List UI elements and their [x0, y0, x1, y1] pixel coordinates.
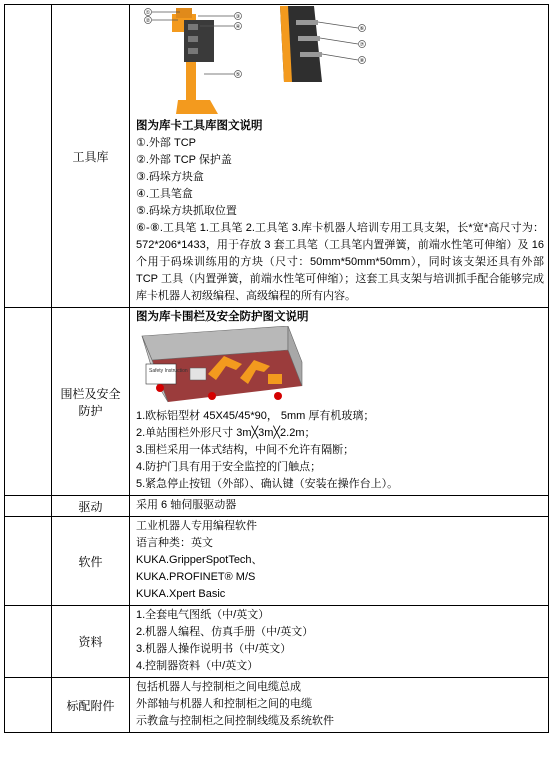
fence-cell-image	[138, 326, 306, 406]
fence-item: 3.围栏采用一体式结构，中间不允许有隔断；	[136, 444, 355, 456]
row-fence	[5, 308, 549, 496]
toolbox-item: ②.外部 TCP 保护盖	[136, 154, 232, 166]
row-index-cell	[5, 606, 52, 678]
callout-number: ⑦	[359, 41, 365, 48]
row-index-cell	[5, 517, 52, 606]
callout-number: ③	[235, 13, 241, 20]
spec-table	[4, 4, 549, 733]
toolbox-label: 工具库	[52, 5, 130, 308]
toolbox-pen-holder-image	[274, 6, 384, 86]
callout-number: ①	[145, 9, 151, 16]
fence-item: 2.单站围栏外形尺寸 3m╳3m╳2.2m；	[136, 427, 316, 439]
row-index-cell	[5, 496, 52, 517]
software-item: KUKA.GripperSpotTech、	[136, 554, 263, 566]
toolbox-item: ①.外部 TCP	[136, 137, 196, 149]
toolbox-item: ④.工具笔盒	[136, 188, 193, 200]
software-content	[130, 517, 549, 606]
toolbox-item: ⑥-⑧.工具笔 1.工具笔 2.工具笔 3.库卡机器人培训专用工具支架，长*宽*高尺寸为：572*206*1433，用于存放 3 套工具笔（工具笔内置弹簧，前端水性笔可伸缩）及 16 个用于码垛训练用的方块（尺寸：50mm*50mm*50mm），同时该支架还具有外部 TCP 工具（内置弹簧，前端水性笔可伸缩）；这套工具支架与培训抓手配合能够完成库卡机器人初级编程、高级编程的所有内容。	[136, 222, 544, 302]
toolbox-item: ③.码垛方块盒	[136, 171, 204, 183]
row-toolbox	[5, 5, 549, 308]
callout-number: ⑥	[359, 25, 365, 32]
docs-content	[130, 606, 549, 678]
drive-text: 采用 6 轴伺服驱动器	[130, 496, 549, 517]
callout-number: ②	[145, 17, 151, 24]
accessories-item: 包括机器人与控制柜之间电缆总成	[136, 681, 301, 693]
fence-label-line1: 围栏及安全	[60, 386, 121, 401]
row-drive	[5, 496, 549, 517]
toolbox-caption: 图为库卡工具库图文说明	[136, 120, 263, 132]
row-index-cell	[5, 5, 52, 308]
software-item: 语言种类：英文	[136, 537, 213, 549]
software-item: 工业机器人专用编程软件	[136, 520, 257, 532]
row-docs	[5, 606, 549, 678]
fence-item: 4.防护门具有用于安全监控的门触点；	[136, 461, 322, 473]
callout-number: ⑤	[235, 71, 241, 78]
fence-content	[130, 308, 549, 496]
accessories-content	[130, 678, 549, 733]
row-accessories	[5, 678, 549, 733]
fence-caption: 图为库卡围栏及安全防护图文说明	[136, 311, 309, 323]
fence-item: 1.欧标铝型材 45X45/45*90， 5mm 厚有机玻璃；	[136, 410, 375, 422]
fence-label-line2: 防护	[78, 403, 103, 418]
software-item: KUKA.Xpert Basic	[136, 588, 226, 600]
docs-item: 3.机器人操作说明书（中/英文）	[136, 643, 292, 655]
docs-label: 资料	[52, 606, 130, 678]
toolbox-item: ⑤.码垛方块抓取位置	[136, 205, 237, 217]
docs-item: 2.机器人编程、仿真手册（中/英文）	[136, 626, 314, 638]
accessories-item: 示教盒与控制柜之间控制线缆及系统软件	[136, 715, 334, 727]
accessories-item: 外部轴与机器人和控制柜之间的电缆	[136, 698, 312, 710]
toolbox-content	[130, 5, 549, 308]
callout-number: ④	[235, 23, 241, 30]
callout-number: ⑧	[359, 57, 365, 64]
fence-label	[52, 308, 130, 496]
row-index-cell	[5, 678, 52, 733]
row-software	[5, 517, 549, 606]
fence-item: 5.紧急停止按钮（外部）、确认键（安装在操作台上）。	[136, 478, 399, 490]
docs-item: 1.全套电气图纸（中/英文）	[136, 609, 270, 621]
drive-label: 驱动	[52, 496, 130, 517]
software-item: KUKA.PROFINET® M/S	[136, 571, 256, 583]
fence-figure	[136, 326, 544, 408]
docs-item: 4.控制器资料（中/英文）	[136, 660, 259, 672]
row-index-cell	[5, 308, 52, 496]
fence-sign-text: Safety Instruction	[149, 368, 188, 374]
toolbox-figure	[136, 6, 544, 118]
accessories-label: 标配附件	[52, 678, 130, 733]
toolbox-stand-image	[138, 6, 258, 118]
software-label: 软件	[52, 517, 130, 606]
